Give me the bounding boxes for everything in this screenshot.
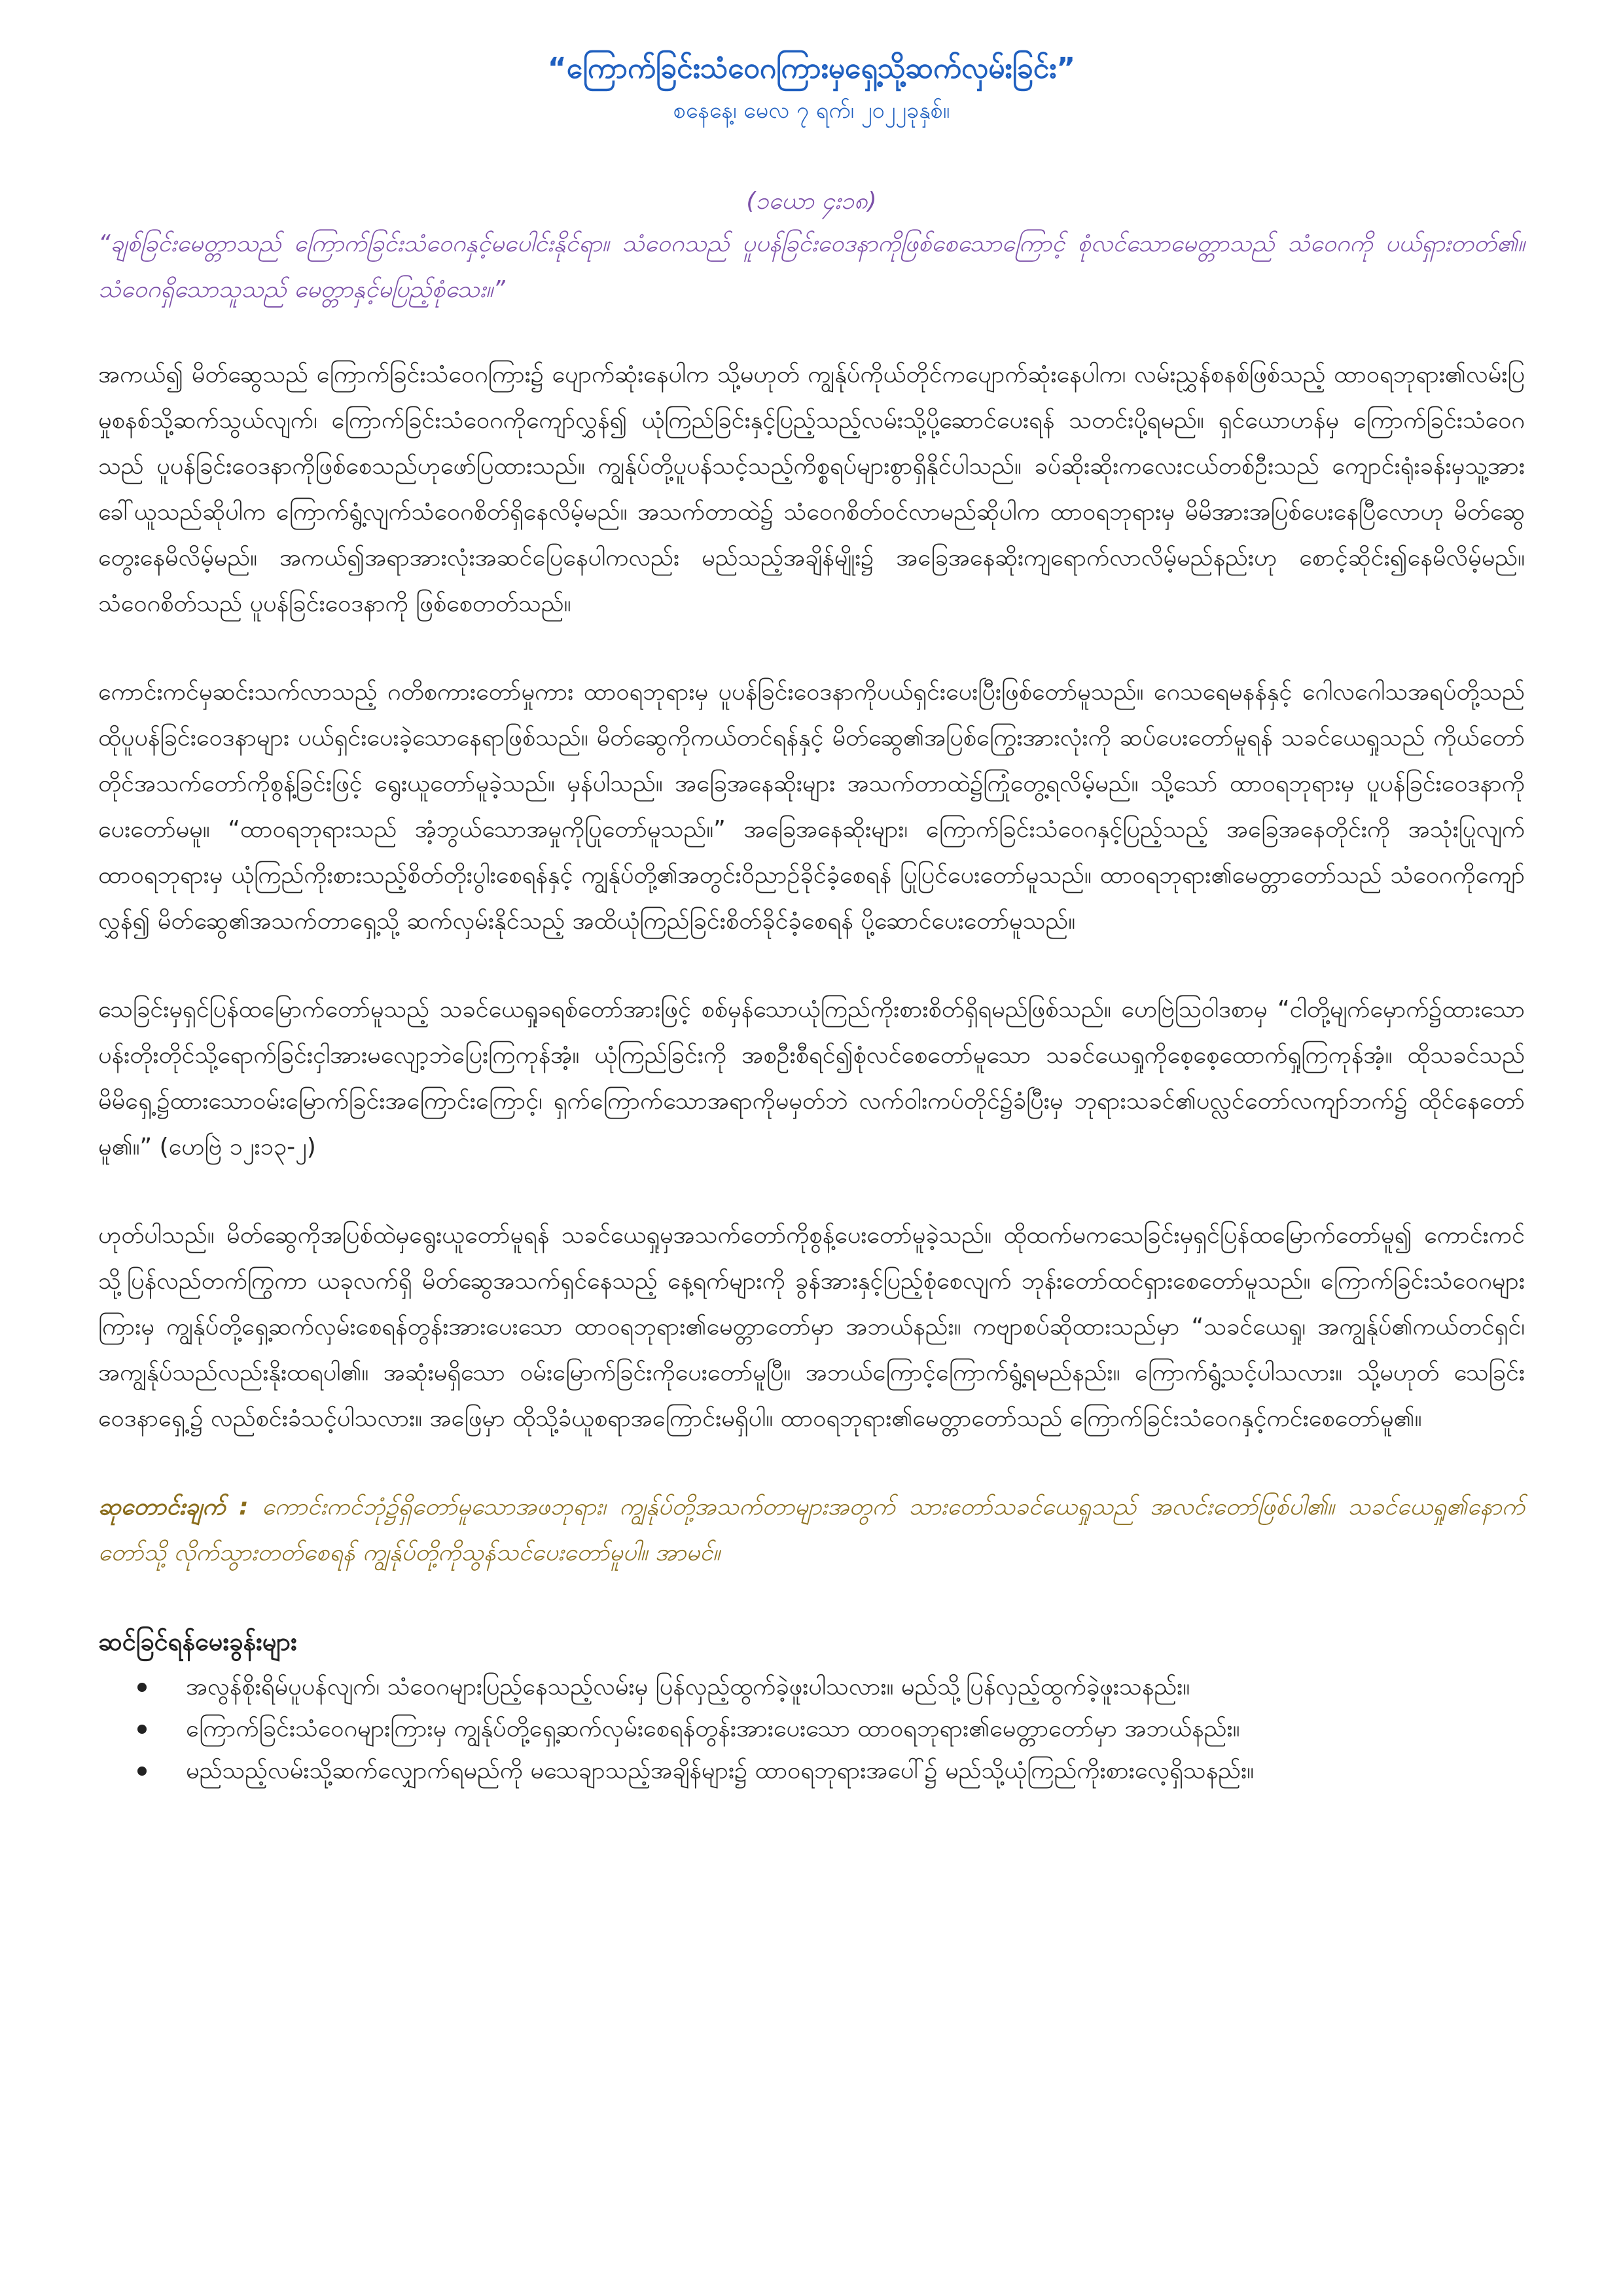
prayer-text: ကောင်းကင်ဘုံ၌ရှိတော်မူသောအဖဘုရား၊ ကျွန်ုပ်တို့အသက်တာများအတွက် သားတော်သခင်ယေရှုသည် အလင်းတော်ဖြစ်ပါ၏။ သခင်ယေရှု၏နောက်တော်သို့ လိုက်သွားတတ်စေရန် ကျွန်ုပ်တို့ကိုသွန်သင်ပေးတော်မူပါ။ အာမင်။ [98, 1494, 1525, 1566]
question-text: ကြောက်ခြင်းသံဝေဂများကြားမှ ကျွန်ုပ်တို့ရှေ့ဆက်လှမ်းစေရန်တွန်းအားပေးသော ထာဝရဘုရား၏မေတ္တာတော်မှာ အဘယ်နည်း။ [186, 1715, 1240, 1742]
bullet-icon [137, 1767, 147, 1776]
body-paragraph-2: ကောင်းကင်မှဆင်းသက်လာသည့် ဂတိစကားတော်မှုကား ထာဝရဘုရားမှ ပူပန်ခြင်းဝေဒနာကိုပယ်ရှင်းပေးပြီးဖြစ်တော်မူသည်။ ဂေသရေမနန်နှင့် ဂေါလဂေါသအရပ်တို့သည် ထိုပူပန်ခြင်းဝေဒနာများ ပယ်ရှင်းပေးခဲ့သောနေရာဖြစ်သည်။ မိတ်ဆွေကိုကယ်တင်ရန်နှင့် မိတ်ဆွေ၏အပြစ်ကြွေးအားလုံးကို ဆပ်ပေးတော်မူရန် သခင်ယေရှုသည် ကိုယ်တော်တိုင်အသက်တော်ကိုစွန့်ခြင်းဖြင့် ရွေးယူတော်မူခဲ့သည်။ မှန်ပါသည်။ အခြေအနေဆိုးများ အသက်တာထဲ၌ကြုံတွေ့ရလိမ့်မည်။ သို့သော် ထာဝရဘုရားမှ ပူပန်ခြင်းဝေဒနာကိုပေးတော်မမူ။ “ထာဝရဘုရားသည် အံ့ဘွယ်သောအမှုကိုပြုတော်မူသည်။” အခြေအနေဆိုးများ၊ ကြောက်ခြင်းသံဝေဂနှင့်ပြည့်သည့် အခြေအနေတိုင်းကို အသုံးပြုလျက် ထာဝရဘုရားမှ ယုံကြည်ကိုးစားသည့်စိတ်တိုးပွါးစေရန်နှင့် ကျွန်ုပ်တို့၏အတွင်းဝိညာဉ်ခိုင်ခံ့စေရန် ပြုပြင်ပေးတော်မူသည်။ ထာဝရဘုရား၏မေတ္တာတော်သည် သံဝေဂကိုကျော်လွှန်၍ မိတ်ဆွေ၏အသက်တာရှေ့သို့ ဆက်လှမ်းနိုင်သည့် အထိယုံကြည်ခြင်းစိတ်ခိုင်ခံ့စေရန် ပို့ဆောင်ပေးတော်မူသည်။ [98, 679, 1525, 935]
bullet-icon [137, 1725, 147, 1734]
devotional-page [98, 46, 1525, 1792]
prayer-block [98, 1484, 1525, 1576]
scripture-text: “ချစ်ခြင်းမေတ္တာသည် ကြောက်ခြင်းသံဝေဂနှင့်မပေါင်းနိုင်ရာ။ သံဝေဂသည် ပူပန်ခြင်းဝေဒနာကိုဖြစ်စေသောကြောင့် စုံလင်သောမေတ္တာသည် သံဝေဂကို ပယ်ရှားတတ်၏။ သံဝေဂရှိသောသူသည် မေတ္တာနှင့်မပြည့်စုံသေး။” [98, 230, 1525, 303]
question-text: မည်သည့်လမ်းသို့ဆက်လျှောက်ရမည်ကို မသေချာသည့်အချိန်များ၌ ထာဝရဘုရားအပေါ်၌ မည်သို့ယုံကြည်ကိုးစားလေ့ရှိသနည်း။ [186, 1757, 1255, 1784]
bullet-icon [137, 1683, 147, 1692]
questions-list [98, 1666, 1525, 1792]
page-title: “ကြောက်ခြင်းသံဝေဂကြားမှရှေ့သို့ဆက်လှမ်းခြင်း” [547, 52, 1076, 85]
body-paragraph-4: ဟုတ်ပါသည်။ မိတ်ဆွေကိုအပြစ်ထဲမှရွေးယူတော်မူရန် သခင်ယေရှုမှအသက်တော်ကိုစွန့်ပေးတော်မူခဲ့သည်။ ထိုထက်မကသေခြင်းမှရှင်ပြန်ထမြောက်တော်မူ၍ ကောင်းကင်သို့ပြန်လည်တက်ကြွကာ ယခုလက်ရှိ မိတ်ဆွေအသက်ရှင်နေသည့် နေ့ရက်များကို ခွန်အားနှင့်ပြည့်စုံစေလျက် ဘုန်းတော်ထင်ရှားစေတော်မူသည်။ ကြောက်ခြင်းသံဝေဂများကြားမှ ကျွန်ုပ်တို့ရှေ့ဆက်လှမ်းစေရန်တွန်းအားပေးသော ထာဝရဘုရား၏မေတ္တာတော်မှာ အဘယ်နည်း။ ကဗျာစပ်ဆိုထားသည်မှာ “သခင်ယေရှု၊ အကျွန်ုပ်၏ကယ်တင်ရှင်၊ အကျွန်ုပ်သည်လည်းနိုးထရပါ၏။ အဆုံးမရှိသော ဝမ်းမြောက်ခြင်းကိုပေးတော်မူပြီ။ အဘယ်ကြောင့်ကြောက်ရွံ့ရမည်နည်း။ ကြောက်ရွံ့သင့်ပါသလား။ သို့မဟုတ် သေခြင်းဝေဒနာရှေ့၌ လည်စင်းခံသင့်ပါသလား။ အဖြေမှာ ထိုသို့ခံယူစရာအကြောင်းမရှိပါ။ ထာဝရဘုရား၏မေတ္တာတော်သည် ကြောက်ခြင်းသံဝေဂနှင့်ကင်းစေတော်မူ၏။ [98, 1222, 1525, 1432]
prayer-separator: : [239, 1494, 249, 1520]
body-paragraph-3: သေခြင်းမှရှင်ပြန်ထမြောက်တော်မူသည့် သခင်ယေရှုခရစ်တော်အားဖြင့် စစ်မှန်သောယုံကြည်ကိုးစားစိတ်ရှိရမည်ဖြစ်သည်။ ဟေဗြဲဩဝါဒစာမှ “ငါတို့မျက်မှောက်၌ထားသော ပန်းတိုးတိုင်သို့ရောက်ခြင်းငှါအားမလျော့ဘဲပြေးကြကုန်အံ့။ ယုံကြည်ခြင်းကို အစဦးစီရင်၍စုံလင်စေတော်မူသော သခင်ယေရှုကိုစေ့စေ့ထောက်ရှုကြကုန်အံ့။ ထိုသခင်သည် မိမိရှေ့၌ထားသောဝမ်းမြောက်ခြင်းအကြောင်းကြောင့်၊ ရှက်ကြောက်သောအရာကိုမမှတ်ဘဲ လက်ဝါးကပ်တိုင်၌ခံပြီးမှ ဘုရားသခင်၏ပလ္လင်တော်လကျာ်ဘက်၌ ထိုင်နေတော်မူ၏။” (ဟေဗြဲ ၁၂း၁‌၃-၂) [98, 996, 1525, 1160]
question-text: အလွန်စိုးရိမ်ပူပန်လျက်၊ သံဝေဂများပြည့်နေသည့်လမ်းမှ ပြန်လှည့်ထွက်ခဲ့ဖူးပါသလား။ မည်သို့ပြန်လှည့်ထွက်ခဲ့ဖူးသနည်း။ [186, 1674, 1190, 1700]
question-item [137, 1708, 1525, 1750]
question-item [137, 1666, 1525, 1708]
scripture-reference: (၁ယော ၄း၁၈) [746, 188, 877, 215]
questions-heading: ဆင်ခြင်ရန်မေးခွန်းများ [98, 1627, 297, 1656]
question-item [137, 1750, 1525, 1792]
prayer-label: ဆုတောင်းချက် [98, 1494, 226, 1520]
body-paragraph-1: အကယ်၍ မိတ်ဆွေသည် ကြောက်ခြင်းသံဝေဂကြား၌ ပျောက်ဆုံးနေပါက သို့မဟုတ် ကျွန်ုပ်ကိုယ်တိုင်ကပျောက်ဆုံးနေပါက၊ လမ်းညွှန်စနစ်ဖြစ်သည့် ထာဝရဘုရား၏လမ်းပြမှုစနစ်သို့ဆက်သွယ်လျက်၊ ကြောက်ခြင်းသံဝေဂကိုကျော်လွှန်၍ ယုံကြည်ခြင်းနှင့်ပြည့်သည့်လမ်းသို့ပို့ဆောင်ပေးရန် သတင်းပို့ရမည်။ ရှင်ယောဟန်မှ ကြောက်ခြင်းသံဝေဂသည် ပူပန်ခြင်းဝေဒနာကိုဖြစ်စေသည်ဟုဖော်ပြထားသည်။ ကျွန်ုပ်တို့ပူပန်သင့်သည့်ကိစ္စရပ်များစွာရှိနိုင်ပါသည်။ ခပ်ဆိုးဆိုးကလေးငယ်တစ်ဦးသည် ကျောင်းရုံးခန်းမှသူ့အားခေါ်ယူသည်ဆိုပါက ကြောက်ရွံ့လျက်သံဝေဂစိတ်ရှိနေလိမ့်မည်။ အသက်တာထဲ၌ သံဝေဂစိတ်ဝင်လာမည်ဆိုပါက ထာဝရဘုရားမှ မိမိအားအပြစ်ပေးနေပြီလောဟု မိတ်ဆွေတွေးနေမိလိမ့်မည်။ အကယ်၍အရာအားလုံးအဆင်ပြေနေပါကလည်း မည်သည့်အချိန်မျိုး၌ အခြေအနေဆိုးကျရောက်လာလိမ့်မည်နည်းဟု စောင့်ဆိုင်း၍နေမိလိမ့်မည်။ သံဝေဂစိတ်သည် ပူပန်ခြင်းဝေဒနာကို ဖြစ်စေတတ်သည်။ [98, 361, 1525, 617]
page-date: စနေနေ့၊ မေလ ၇ ရက်၊ ၂၀၂၂ခုနှစ်။ [673, 98, 950, 124]
